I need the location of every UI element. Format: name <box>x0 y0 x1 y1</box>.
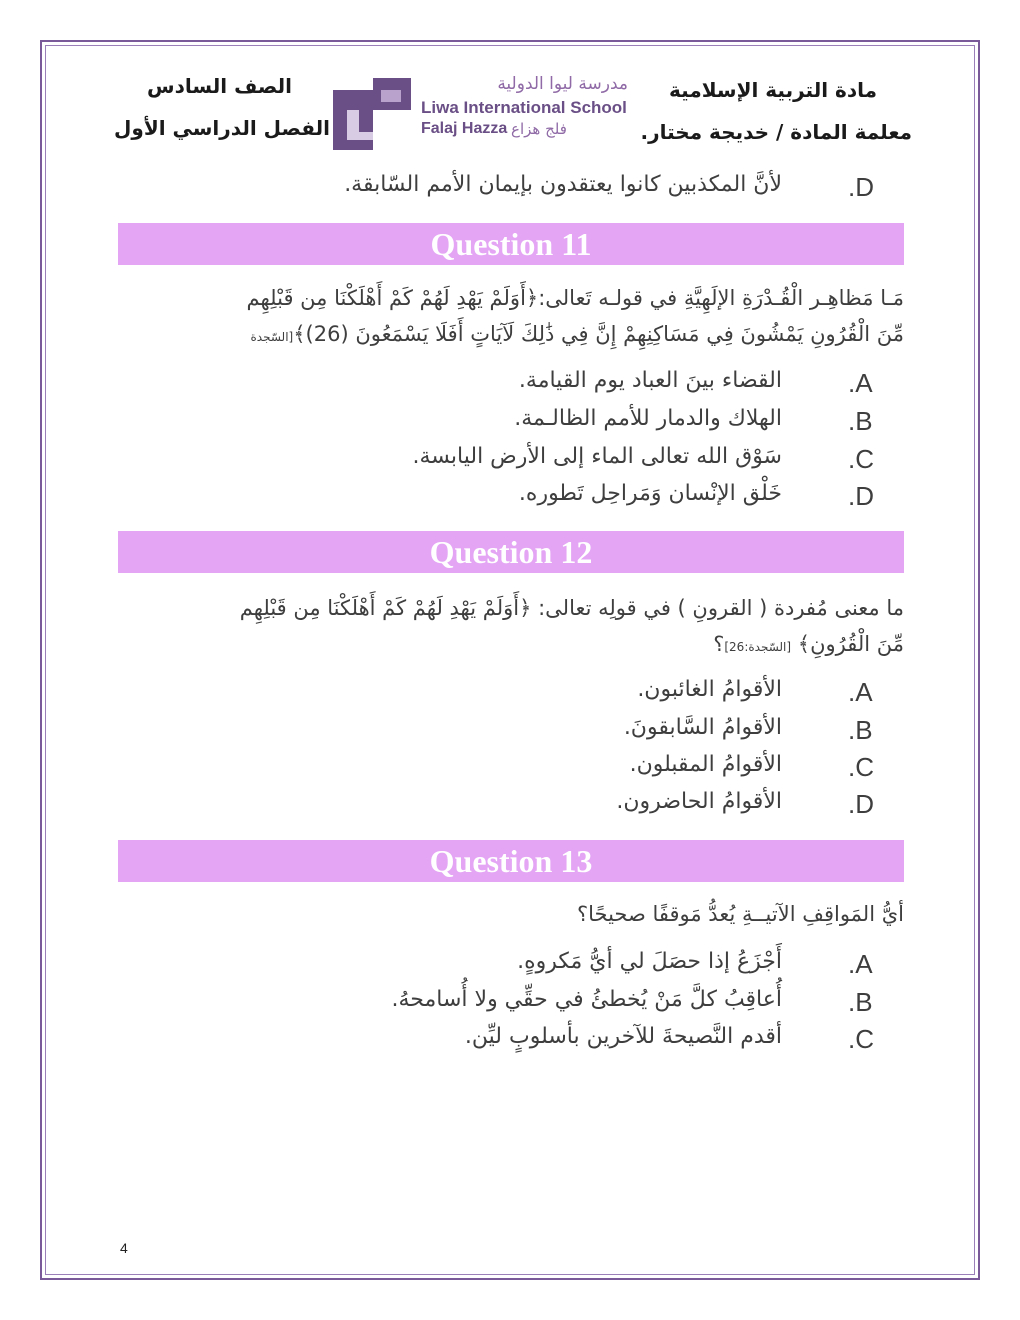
question-11-banner: Question 11 <box>118 223 904 265</box>
option-text: الهلاك والدمار للأمم الظالـمة. <box>514 406 782 431</box>
question-text-line <box>118 316 904 355</box>
option-label: .B <box>848 406 873 436</box>
question-13-option-b[interactable] <box>118 987 904 1023</box>
option-text: أقدم النَّصيحةَ للآخرين بأسلوبٍ ليِّن. <box>464 1024 782 1049</box>
question-12-banner: Question 12 <box>118 531 904 573</box>
question-12-option-a[interactable] <box>118 677 904 713</box>
option-text: الأقوامُ الحاضرون. <box>616 789 782 814</box>
question-11-option-d[interactable] <box>118 481 904 517</box>
question-11-option-a[interactable] <box>118 368 904 404</box>
option-label: .C <box>848 444 874 474</box>
prev-option-d <box>118 172 904 208</box>
teacher-label: معلمة المادة / خديجة مختار. <box>640 120 912 144</box>
question-text-line <box>118 626 904 665</box>
question-11-option-c[interactable] <box>118 444 904 480</box>
option-label: .D <box>848 481 874 511</box>
question-mark: ؟ <box>713 632 725 656</box>
page-number: 4 <box>120 1240 128 1256</box>
question-text-line: ما معنى مُفردة ( القرونِ ) في قولِه تعالى: ﴿أَوَلَمْ يَهْدِ لَهُمْ كَمْ أَهْلَكْنَا مِن قَبْلِهِم <box>239 596 904 620</box>
option-label: .D <box>848 789 874 819</box>
option-text: الأقوامُ المقبلون. <box>629 752 782 777</box>
question-text-verse: مِّنَ الْقُرُونِ يَمْشُونَ فِي مَسَاكِنِهِمْ إِنَّ فِي ذَٰلِكَ لَآيَاتٍ أَفَلَا يَسْمَعُونَ (26)﴾ <box>293 322 904 346</box>
school-logo-icon <box>333 70 413 150</box>
question-12-option-b[interactable] <box>118 715 904 751</box>
option-text: خَلْق الإنْسان وَمَراحِل تَطوره. <box>518 481 782 506</box>
option-text: أُعاقِبُ كلَّ مَنْ يُخطئُ في حقِّي ولا أُسامحهُ. <box>391 987 782 1012</box>
option-label: .A <box>848 949 873 979</box>
subject-label: مادة التربية الإسلامية <box>669 78 877 102</box>
question-11-text <box>118 280 904 355</box>
question-13-option-a[interactable] <box>118 949 904 985</box>
question-12-option-d[interactable] <box>118 789 904 825</box>
question-12-text <box>118 590 904 665</box>
option-text: أَجْزَعُ إذا حصَلَ لي أيُّ مَكروهٍ. <box>517 949 782 974</box>
option-label: .B <box>848 987 873 1017</box>
option-text: الأقوامُ الغائبون. <box>637 677 782 702</box>
school-name-arabic: مدرسة ليوا الدولية <box>497 74 628 94</box>
option-label: .A <box>848 677 873 707</box>
question-11-option-b[interactable] <box>118 406 904 442</box>
question-13-option-c[interactable] <box>118 1024 904 1060</box>
option-text: سَوْق الله تعالى الماء إلى الأرض اليابسة. <box>412 444 782 469</box>
school-name-english: Liwa International School <box>421 98 627 117</box>
question-text-line: أيُّ المَواقِفِ الآتيــةِ يُعدُّ مَوقفًا صحيحًا؟ <box>576 902 904 926</box>
option-label: .B <box>848 715 873 745</box>
option-label: .A <box>848 368 873 398</box>
question-text-verse: مِّنَ الْقُرُونِ﴾ <box>797 632 904 656</box>
verse-source: [السّجدة:26] <box>724 640 792 654</box>
question-text-line: مَـا مَظاهِـر الْقُـدْرَةِ الإلَهِيَّةِ في قولـه تَعالى:﴿أَوَلَمْ يَهْدِ لَهُمْ كَمْ أَهْلَكْنَا مِن قَبْلِهِم <box>246 286 904 310</box>
question-12-option-c[interactable] <box>118 752 904 788</box>
school-branch-arabic: فلج هزاع <box>511 120 567 138</box>
option-text: لأنَّ المكذبين كانوا يعتقدون بإيمان الأمم السّابقة. <box>344 172 782 197</box>
option-label: .C <box>848 752 874 782</box>
option-text: القضاء بينَ العباد يوم القيامة. <box>518 368 782 393</box>
option-text: الأقوامُ السَّابقونَ. <box>623 715 782 740</box>
school-branch-english: Falaj Hazza <box>421 120 508 137</box>
school-logo <box>333 70 633 152</box>
verse-source: [السّجدة <box>250 330 294 344</box>
grade-label: الصف السادس <box>147 74 292 98</box>
option-label: .C <box>848 1024 874 1054</box>
semester-label: الفصل الدراسي الأول <box>114 116 330 140</box>
question-13-banner: Question 13 <box>118 840 904 882</box>
option-label: .D <box>848 172 874 202</box>
question-13-text <box>118 896 904 932</box>
